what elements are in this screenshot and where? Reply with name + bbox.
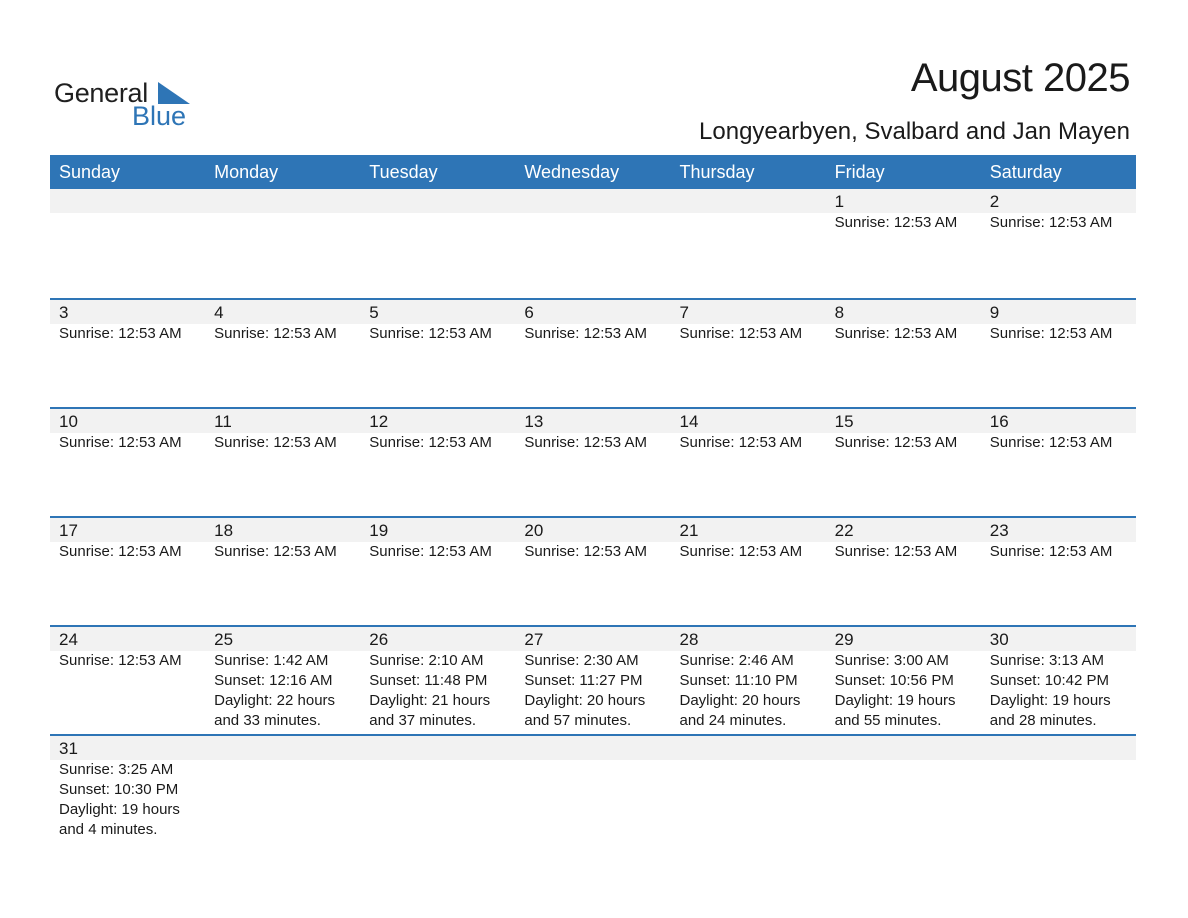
week-cells [50,627,1136,734]
day-number: 16 [989,412,1009,431]
day-number: 5 [369,303,379,322]
day-number: 13 [524,412,544,431]
day-cell [515,518,670,625]
sun-info-line: Sunrise: 12:53 AM [834,214,958,231]
day-cell [50,409,205,516]
sun-info-line: Sunset: 10:56 PM [834,672,954,689]
sun-info-line: Sunrise: 12:53 AM [834,325,958,342]
day-cell [981,627,1136,734]
day-cell [360,627,515,734]
day-number: 11 [214,412,232,431]
day-cell [205,189,360,298]
weekday-saturday: Saturday [989,162,1062,182]
logo-word-general: General [54,78,148,108]
day-cell [360,300,515,407]
sun-info-line: Sunrise: 2:30 AM [524,652,639,669]
day-cell [981,518,1136,625]
day-cell [981,189,1136,298]
sun-info-line: and 37 minutes. [369,712,476,729]
day-cell [671,518,826,625]
day-number: 6 [524,303,534,322]
sun-info-line: Sunrise: 12:53 AM [989,543,1113,560]
day-cell [826,627,981,734]
day-number: 29 [834,630,854,649]
sun-info-line: Sunrise: 12:53 AM [369,543,492,560]
sun-info-line: Sunrise: 12:53 AM [834,543,958,560]
day-cell [826,189,981,298]
day-number: 18 [214,521,234,540]
day-cell [205,518,360,625]
sun-info-line: Sunset: 10:42 PM [989,672,1109,689]
day-number: 21 [679,521,699,540]
logo-word-blue: Blue [132,101,187,131]
sun-info-line: and 57 minutes. [524,712,632,729]
sun-info-line: Sunrise: 12:53 AM [59,543,182,560]
day-number [524,189,670,213]
day-number [369,189,515,213]
day-cell [205,300,360,407]
sun-info-line: Daylight: 19 hours [989,692,1111,709]
calendar [50,155,1136,854]
day-number: 25 [214,630,234,649]
day-cell [981,409,1136,516]
calendar-week-row [50,189,1136,298]
day-number [59,189,205,213]
sun-info-line: Sunrise: 2:10 AM [369,652,484,669]
day-number: 12 [369,412,389,431]
day-cell [515,627,670,734]
day-cell [50,518,205,625]
day-number: 24 [59,630,78,649]
weekday-header-row [50,155,1136,189]
sun-info-line: Sunrise: 12:53 AM [59,652,182,669]
day-cell [515,409,670,516]
sun-info-line: Sunrise: 12:53 AM [214,434,337,451]
day-cell [50,627,205,734]
day-cell [360,518,515,625]
day-number: 27 [524,630,544,649]
calendar-week-row [50,516,1136,625]
sun-info-line: Sunrise: 3:25 AM [59,761,174,778]
day-cell [671,189,826,298]
sun-info-line: Sunset: 12:16 AM [214,672,333,689]
sun-info-line: Sunrise: 3:00 AM [834,652,949,669]
sun-info-line: Sunrise: 1:42 AM [214,652,329,669]
sun-info-line: Sunrise: 2:46 AM [679,652,794,669]
sun-info-line: Sunset: 10:30 PM [59,781,179,798]
calendar-week-row [50,734,1136,854]
day-number: 7 [679,303,689,322]
day-cell [671,409,826,516]
sun-info-line: Sunrise: 12:53 AM [369,434,492,451]
day-number: 22 [834,521,854,540]
day-cell [360,189,515,298]
day-cell [50,189,205,298]
day-cell [981,300,1136,407]
sun-info-line: Sunrise: 12:53 AM [59,325,182,342]
sun-info-line: Daylight: 20 hours [524,692,646,709]
sun-info-line: Sunset: 11:10 PM [679,672,798,689]
sun-info-line: Sunrise: 12:53 AM [524,434,647,451]
day-cell [671,300,826,407]
weekday-wednesday: Wednesday [524,162,620,182]
week-cells [50,518,1136,625]
location-subtitle: Longyearbyen, Svalbard and Jan Mayen [699,118,1130,145]
sun-info-line: Daylight: 22 hours [214,692,336,709]
sun-info-line: and 4 minutes. [59,821,158,838]
sun-info-line: Sunset: 11:27 PM [524,672,643,689]
calendar-week-row [50,298,1136,407]
day-cell [50,300,205,407]
day-cell [671,627,826,734]
weekday-tuesday: Tuesday [369,162,438,182]
sun-info-line: Daylight: 19 hours [834,692,956,709]
brand-logo [54,78,194,130]
day-number: 1 [834,192,845,211]
weekday-monday: Monday [214,162,279,182]
day-cell [826,409,981,516]
sun-info-line: Sunrise: 12:53 AM [679,543,803,560]
sun-info-line: Sunrise: 12:53 AM [834,434,958,451]
day-number: 20 [524,521,544,540]
sun-info-line: Sunrise: 12:53 AM [989,434,1113,451]
day-number: 10 [59,412,78,431]
sun-info-line: Daylight: 21 hours [369,692,491,709]
day-cell [360,409,515,516]
day-number: 3 [59,303,69,322]
sun-info-line: Daylight: 20 hours [679,692,801,709]
week-cells [50,736,1136,854]
day-number: 26 [369,630,389,649]
sun-info-line: Sunrise: 3:13 AM [989,652,1104,669]
day-cell [515,300,670,407]
day-number: 14 [679,412,699,431]
day-number: 17 [59,521,78,540]
calendar-week-row [50,407,1136,516]
day-number: 28 [679,630,699,649]
page-title: August 2025 [910,56,1130,100]
sun-info-line: Sunset: 11:48 PM [369,672,488,689]
week-cells [50,300,1136,407]
week-cells [50,409,1136,516]
day-number: 19 [369,521,389,540]
day-cell [205,627,360,734]
day-number: 9 [989,303,1000,322]
sun-info-line: Sunrise: 12:53 AM [214,543,337,560]
day-number: 4 [214,303,224,322]
weekday-thursday: Thursday [679,162,755,182]
sun-info-line: Sunrise: 12:53 AM [59,434,182,451]
sun-info-line: Sunrise: 12:53 AM [989,214,1113,231]
day-number [214,189,360,213]
sun-info-line: Sunrise: 12:53 AM [679,434,803,451]
day-number: 31 [59,739,78,758]
sun-info-line: Sunrise: 12:53 AM [524,543,647,560]
day-number: 30 [989,630,1009,649]
calendar-week-row [50,625,1136,734]
weekday-sunday: Sunday [59,162,121,182]
day-cell [826,518,981,625]
sun-info-line: and 33 minutes. [214,712,321,729]
day-number: 2 [989,192,1000,211]
weekday-friday: Friday [834,162,885,182]
sun-info-line: Sunrise: 12:53 AM [214,325,337,342]
sun-info-line: Sunrise: 12:53 AM [524,325,647,342]
calendar-weeks [50,189,1136,854]
day-number [680,189,826,213]
sun-info-line: and 24 minutes. [679,712,787,729]
week-cells [50,189,1136,298]
day-number: 23 [989,521,1009,540]
day-cell [205,409,360,516]
day-cell [826,300,981,407]
day-cell [50,736,205,854]
sun-info-line: Sunrise: 12:53 AM [369,325,492,342]
sun-info-line: Sunrise: 12:53 AM [679,325,803,342]
sun-info-line: Daylight: 19 hours [59,801,180,818]
sun-info-line: Sunrise: 12:53 AM [989,325,1113,342]
day-number: 8 [834,303,845,322]
sun-info-line: and 28 minutes. [989,712,1097,729]
day-number: 15 [834,412,854,431]
sun-info-line: and 55 minutes. [834,712,942,729]
day-cell [515,189,670,298]
